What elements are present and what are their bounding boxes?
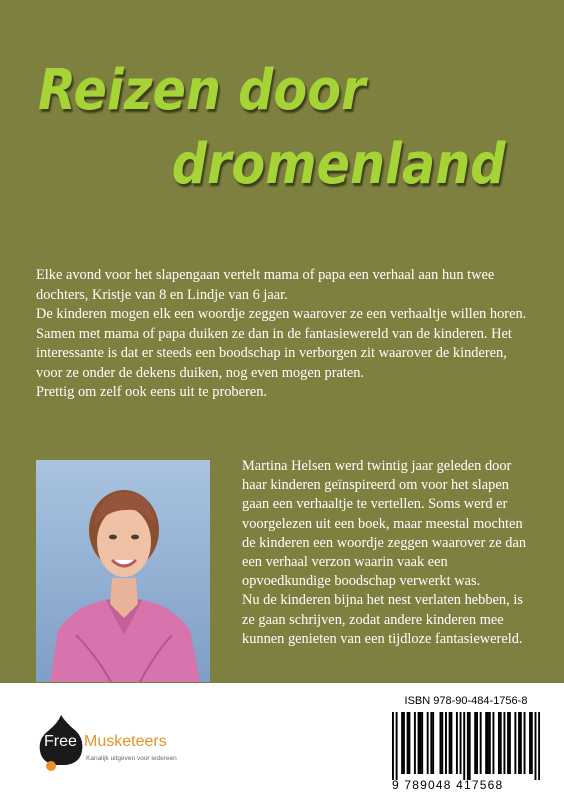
barcode-bar [531, 712, 533, 774]
barcode-bar [489, 712, 491, 774]
barcode-bar [440, 712, 442, 774]
barcode-bar [509, 712, 511, 774]
bio-paragraph: Martina Helsen werd twintig jaar geleden door haar kinderen geïnspireerd om voor het slapen gaan een verhaaltje te vertellen. Soms werd er voorgelezen uit een boek, maar meestal mochten de kinderen een woordje zeggen waarover ze dan een verhaal verzon waarin vaak een opvoedkundige boodschap verwerkt was. [242, 458, 527, 590]
barcode-bar [485, 712, 487, 774]
barcode-bar [507, 712, 509, 774]
barcode-bar [418, 712, 420, 774]
blurb-paragraph: Prettig om zelf ook eens uit te proberen. [36, 384, 267, 400]
barcode-bar [487, 712, 489, 774]
author-portrait-icon [36, 460, 210, 682]
title-line-2: dromenland [171, 132, 506, 197]
barcode-bar [518, 712, 520, 774]
barcode-bar [396, 712, 398, 780]
barcode-bar [529, 712, 531, 774]
book-title [38, 54, 506, 202]
barcode-bar [476, 712, 478, 774]
barcode-bar [514, 712, 516, 774]
barcode-bar [538, 712, 540, 780]
author-bio [242, 457, 528, 649]
blurb-paragraph: Elke avond voor het slapengaan vertelt mama of papa een verhaal aan hun twee dochters, Kristje van 8 en Lindje van 6 jaar. [36, 267, 495, 303]
barcode-bar [430, 712, 432, 774]
cover-footer [0, 683, 564, 800]
publisher-name-musketeers: Musketeers [84, 733, 167, 750]
barcode-bar [445, 712, 447, 774]
barcode-bar [449, 712, 451, 774]
barcode-bar [456, 712, 458, 774]
barcode-bar [432, 712, 434, 774]
barcode-bar [492, 712, 494, 774]
publisher-tagline: Kanalijk uitgeven voor iedereen [86, 755, 177, 762]
blurb-paragraph: De kinderen mogen elk een woordje zeggen waarover ze een verhaaltje willen horen. [36, 306, 527, 322]
barcode-bar [419, 712, 421, 774]
blurb-paragraph: Samen met mama of papa duiken ze dan in de fantasiewereld van de kinderen. Het interessante is dat er steeds een boodschap in verborgen zit waarover de kinderen, voor ze onder de dekens duiken, nog even mogen praten. [36, 325, 512, 381]
barcode-bar [450, 712, 452, 774]
barcode-bar [414, 712, 416, 774]
publisher-logo [38, 713, 218, 773]
barcode-bar [474, 712, 476, 774]
author-photo [36, 460, 210, 682]
barcode-bar [392, 712, 394, 780]
book-blurb [36, 266, 528, 403]
ean-digits: 9 789048 417568 [392, 778, 504, 792]
barcode-bar [500, 712, 502, 774]
barcode-bar [427, 712, 429, 774]
isbn-label: ISBN 978-90-484-1756-8 [404, 695, 528, 707]
barcode-bar [407, 712, 409, 774]
barcode-bar [524, 712, 526, 774]
bio-paragraph: Nu de kinderen bijna het nest verlaten hebben, is ze gaan schrijven, zodat andere kinderen mee kunnen genieten van een tijdloze fantasiewereld. [242, 592, 523, 647]
barcode-bar [498, 712, 500, 774]
barcode-bar [520, 712, 522, 774]
barcode-bars [392, 712, 540, 780]
publisher-name-free: Free [44, 733, 77, 750]
barcode-bar [421, 712, 423, 774]
barcode-bar [463, 712, 465, 780]
barcode-bar [408, 712, 410, 774]
barcode-bar [503, 712, 505, 774]
barcode-bar [460, 712, 462, 774]
title-line-1: Reizen door [38, 58, 366, 123]
barcode-bar [403, 712, 405, 774]
barcode-bar [441, 712, 443, 774]
barcode-bar [401, 712, 403, 774]
isbn-barcode [392, 695, 540, 797]
barcode-bar [467, 712, 469, 780]
barcode-bar [535, 712, 537, 780]
barcode-bar [480, 712, 482, 774]
barcode-bar [469, 712, 471, 780]
